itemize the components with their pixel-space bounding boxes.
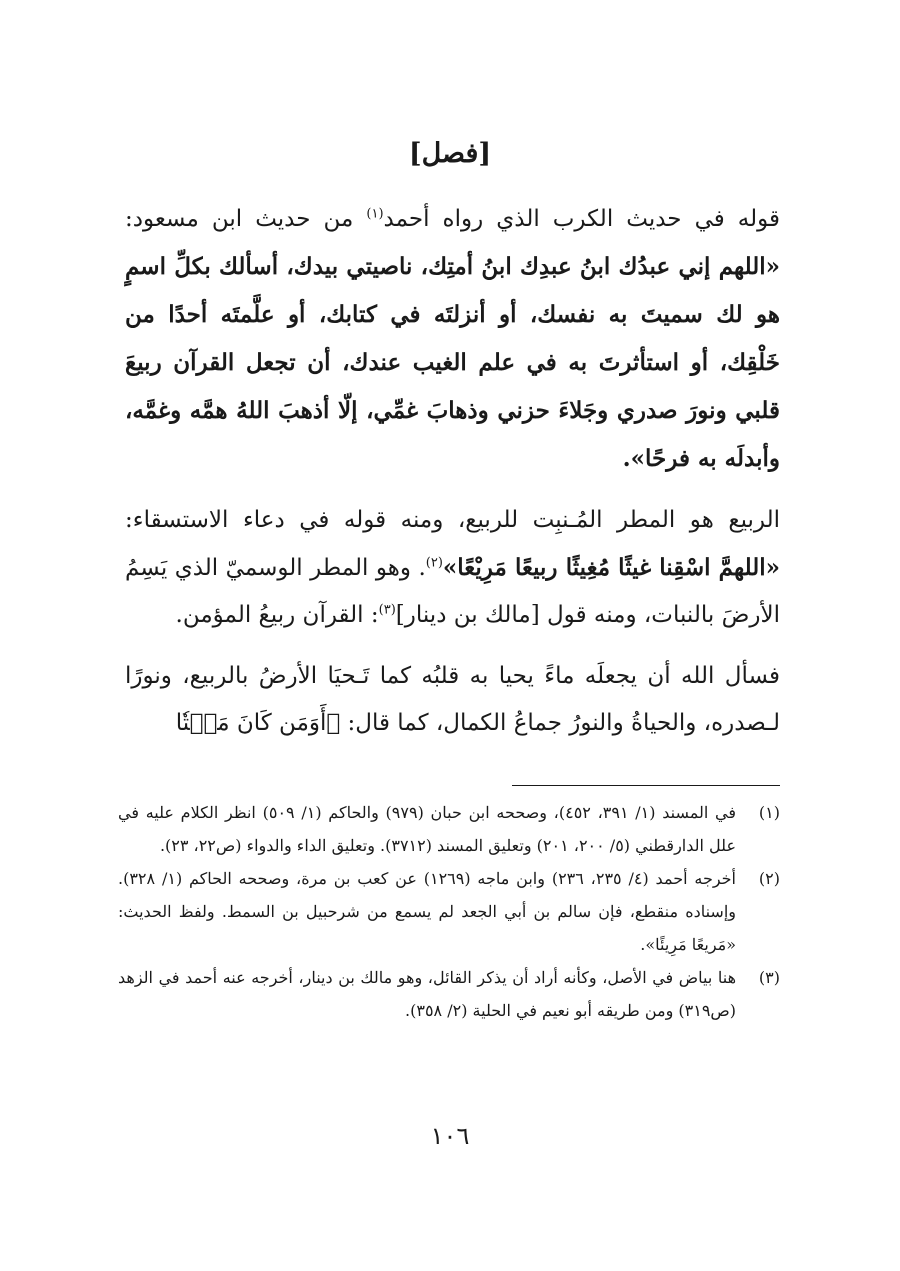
footnote-text: أخرجه أحمد (٤/ ٢٣٥، ٢٣٦) وابن ماجه (١٢٦٩) عن كعب بن مرة، وصححه الحاكم (١/ ٣٢٨). وإسناده منقطع، فإن سالم بن أبي الجعد لم يسمع من شرحبيل بن السمط. ولفظ الحديث: «مَريعًا مَرِيئًا». bbox=[118, 869, 737, 954]
paragraph-3 bbox=[125, 653, 780, 747]
paragraph-2-text-cont: . وهو المطر الوسميّ الذي يَسِمُ الأرضَ بالنبات، ومنه قول [مالك بن دينار] bbox=[125, 555, 780, 628]
paragraph-2-text-end: : القرآن ربيعُ المؤمن. bbox=[175, 602, 379, 628]
paragraph-1-intro-end: من حديث ابن مسعود: bbox=[125, 206, 367, 232]
footnote-ref-2: (٢) bbox=[425, 555, 443, 571]
footnote-text: في المسند (١/ ٣٩١، ٤٥٢)، وصححه ابن حبان (٩٧٩) والحاكم (١/ ٥٠٩) انظر الكلام عليه في علل الدارقطني (٥/ ٢٠٠، ٢٠١) وتعليق المسند (٣٧١٢). وتعليق الداء والدواء (ص٢٢، ٢٣). bbox=[118, 803, 737, 855]
footnote-1 bbox=[118, 796, 780, 862]
footnote-ref-1: (١) bbox=[366, 206, 384, 222]
section-title: [فصل] bbox=[408, 138, 492, 169]
footnote-ref-3: (٣) bbox=[378, 602, 396, 618]
main-text bbox=[125, 196, 780, 747]
paragraph-3-text: فسأل الله أن يجعلَه ماءً يحيا به قلبُه كما تَـحيَا الأرضُ بالربيع، ونورًا لـصدره، والحياةُ والنورُ جماعُ الكمال، كما قال: ﴿أَوَمَن كَانَ مَيۡتٗا bbox=[125, 663, 780, 736]
paragraph-1 bbox=[125, 196, 780, 483]
footnote-divider bbox=[512, 785, 780, 786]
paragraph-2-text: الربيع هو المطر المُـنبِت للربيع، ومنه قوله في دعاء الاستسقاء: bbox=[125, 507, 780, 533]
footnotes bbox=[118, 796, 780, 1027]
paragraph-1-intro: قوله في حديث الكرب الذي رواه أحمد bbox=[383, 206, 780, 232]
footnote-3 bbox=[118, 961, 780, 1027]
footnote-number: (١) bbox=[758, 803, 780, 822]
footnote-text: هنا بياض في الأصل، وكأنه أراد أن يذكر القائل، وهو مالك بن دينار، أخرجه عنه أحمد في الزهد (ص٣١٩) ومن طريقه أبو نعيم في الحلية (٢/ ٣٥٨). bbox=[118, 968, 736, 1020]
hadith-quote-1: «اللهم إني عبدُك ابنُ عبدِك ابنُ أمتِك، ناصيتي بيدك، أسألك بكلِّ اسمٍ هو لك سميتَ به نفسك، أو أنزلتَه في كتابك، أو علَّمتَه أحدًا من خَلْقِك، أو استأثرتَ به في علم الغيب عندك، أن تجعل القرآن ربيعَ قلبي ونورَ صدري وجَلاءَ حزني وذهابَ غمِّي، إلّا أذهبَ اللهُ همَّه وغمَّه، وأبدلَه به فرحًا». bbox=[125, 253, 780, 472]
hadith-quote-2: «اللهمَّ اسْقِنا غيثًا مُغِيثًا ربيعًا مَرِيْعًا» bbox=[442, 554, 780, 581]
footnote-2 bbox=[118, 862, 780, 961]
paragraph-2 bbox=[125, 497, 780, 639]
page-number: ١٠٦ bbox=[430, 1122, 470, 1150]
footnote-number: (٢) bbox=[758, 869, 780, 888]
footnote-number: (٣) bbox=[758, 968, 780, 987]
